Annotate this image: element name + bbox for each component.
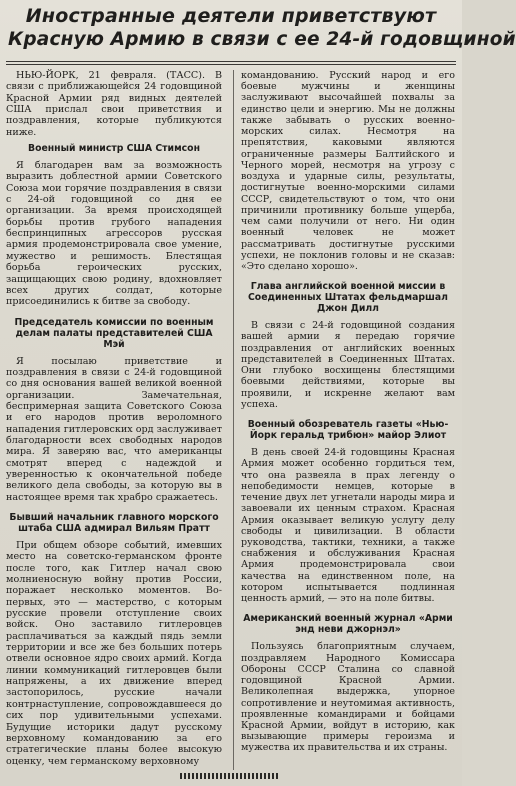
section-text-dill: В связи с 24-й годовщиной создания вашей армии я передаю горячие поздравления от английских военных представителей в Соединенных Штатах. Они глубоко восхищены блестящими боевыми действиями, которые вы проявили, и искренне желают вам успеха. — [241, 320, 455, 410]
column-divider — [233, 70, 234, 770]
section-heading-dill: Глава английской военной миссии в Соединенных Штатах фельдмаршал Джон Дилл — [247, 281, 448, 315]
section-heading-pratt: Бывший начальник главного морского штаба США адмирал Вильям Пратт — [9, 512, 219, 534]
section-heading-journal: Американский военный журнал «Арми энд неви джорнэл» — [243, 613, 453, 636]
section-text-eliot: В день своей 24-й годовщины Красная Армия может особенно гордиться тем, что она развеяла в прах легенду о непобедимости немцев, которые в течение двух лет угнетали народы мира и завоевали их ценным страхом. Красная Армия оказывает великую услугу делу свободы и цивилизации. В области руководства, тактики, техники, а также снабжения и обслуживания Красная Армия продемонстрировала свои качества на единственном поле, на котором испытывается подлинная ценность армий, — это на поле битвы. — [241, 447, 455, 605]
left-column — [6, 70, 222, 768]
continuation-paragraph: командованию. Русский народ и его боевые мужчины и женщины заслуживают высочайшей похвалы за единство цели и энергию. Мы не должны также забывать о русских военно-морских силах. Несмотря на препятствия, каковыми являются ограниченные размеры Балтийского и Черного морей, несмотря на угрозу с воздуха и ударные силы, результаты, достигнутые военно-морскими силами СССР, свидетельствуют о том, что они причинили противнику больше ущерба, чем сами получили от него. Ни один военный человек не может рассматривать достигнутые русскими успехи, не поклонив головы и не сказав: «Это сделано хорошо». — [241, 70, 455, 272]
section-text-pratt: При общем обзоре событий, имевших место на советско-германском фронте после того, как Гитлер начал свою молниеносную войну против России, поражает несколько моментов. Во-первых, это — мастерство, с которым русские провели отступление своих войск. Оно заставило гитлеровцев расплачиваться за каждый пядь земли территории и все же без больших потерь отвели основное ядро своих армий. Когда линии коммуникаций гитлеровцев были напряжены, а их движение вперед застопорилось, русские начали контрнаступление, сопровождавшееся до сих пор удивительными успехами. Будущие историки дадут русскому верховному командованию за его стратегические планы более высокую оценку, чем германскому верховному — [6, 540, 222, 767]
bottom-ornament — [180, 773, 280, 779]
intro-paragraph: НЬЮ-ЙОРК, 21 февраля. (ТАСС). В связи с приближающейся 24 годовщиной Красной Армии ряд видных деятелей США прислал свои приветствия и поздравления, которые публикуются ниже. — [6, 70, 222, 138]
headline-rule — [6, 61, 456, 62]
article-headline — [8, 4, 516, 52]
section-heading-eliot: Военный обозреватель газеты «Нью-Йорк геральд трибюн» майор Элиот — [247, 419, 449, 442]
headline-rule-2 — [6, 64, 456, 65]
right-column — [241, 70, 455, 755]
section-text-may: Я посылаю приветствие и поздравления в связи с 24-й годовщиной со дня основания вашей великой военной организации. Замечательная, беспримерная защита Советского Союза и его народов против вероломного нападения гитлеровских орд заслуживает благодарности всех свободных народов мира. Я заверяю вас, что американцы смотрят вперед с надеждой и уверенностью к окончательной победе великого дела свободы, за которую вы в настоящее время так храбро сражаетесь. — [6, 355, 223, 503]
headline-line-2: Красную Армию в связи с ее 24-й годовщиной — [8, 29, 516, 50]
section-text-stimson: Я благодарен вам за возможность выразить доблестной армии Советского Союза мои горячие поздравления в связи с 24-ой годовщиной со дня ее организации. За время происходящей борьбы против грубого нападения беспринципных агрессоров русская армия продемонстрировала свое умение, мужество и решимость. Блестящая борьба героических русских, защищающих свою родину, вдохновляет всех других солдат, которые присоединились к битве за свободу. — [6, 160, 222, 308]
headline-line-1: Иностранные деятели приветствуют — [25, 5, 437, 27]
section-heading-stimson: Военный министр США Стимсон — [27, 143, 200, 155]
section-heading-may: Председатель комиссии по военным делам палаты представителей США Мэй — [14, 316, 214, 350]
section-text-journal: Пользуясь благоприятным случаем, поздравляем Народного Комиссара Обороны СССР Сталина со славной годовщиной Красной Армии. Великолепная выдержка, упорное сопротивление и неутомимая активность, проявленные командирами и бойцами Красной Армии, войдут в историю, как вызывающие примеры героизма и мужества их правительства и их страны. — [241, 641, 455, 754]
